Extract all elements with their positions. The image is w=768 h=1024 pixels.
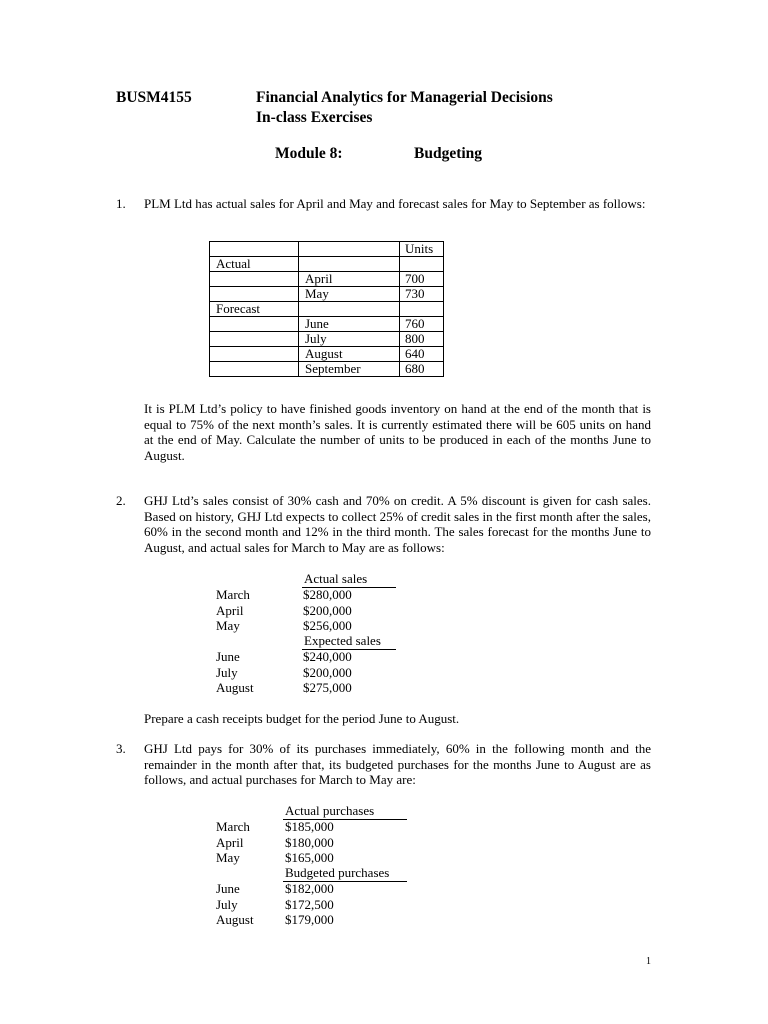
list-item: March $280,000 (216, 587, 352, 602)
expected-sales-list (216, 649, 352, 696)
list-item: June $182,000 (216, 881, 334, 896)
table-cell: April (299, 272, 400, 287)
table-cell (400, 257, 444, 272)
table-row (210, 332, 444, 347)
sales-units-table (209, 241, 444, 377)
expected-sales-heading: Expected sales (302, 633, 396, 650)
budgeted-purchases-heading: Budgeted purchases (283, 865, 407, 882)
table-cell: 800 (400, 332, 444, 347)
table-cell: July (299, 332, 400, 347)
question-2-task: Prepare a cash receipts budget for the period June to August. (144, 711, 460, 726)
table-row (210, 287, 444, 302)
list-item: May $256,000 (216, 618, 352, 633)
table-cell: Actual (210, 257, 299, 272)
table-cell: Forecast (210, 302, 299, 317)
list-item: July $172,500 (216, 896, 334, 912)
table-cell (210, 287, 299, 302)
actual-purchases-list (216, 819, 334, 866)
table-row (210, 347, 444, 362)
course-subtitle: In-class Exercises (256, 109, 373, 126)
table-cell: September (299, 362, 400, 377)
question-1-body: It is PLM Ltd’s policy to have finished goods inventory on hand at the end of the month that is equal to 75% of the next month’s sales. It is currently estimated there will be 605 units on hand at the end of May. Calculate the number of units to be produced in each of the months June to August. (144, 401, 651, 463)
table-cell (210, 242, 299, 257)
table-row (210, 257, 444, 272)
table-cell: June (299, 317, 400, 332)
actual-sales-heading: Actual sales (302, 571, 396, 588)
table-row (210, 302, 444, 317)
table-cell (299, 257, 400, 272)
table-row (210, 272, 444, 287)
table-cell: 760 (400, 317, 444, 332)
list-item: March $185,000 (216, 819, 334, 834)
table-row (210, 362, 444, 377)
question-1-number: 1. (116, 196, 126, 211)
table-cell (210, 272, 299, 287)
list-item: April $200,000 (216, 602, 352, 618)
actual-sales-list (216, 587, 352, 634)
actual-purchases-heading: Actual purchases (283, 803, 407, 820)
table-header-row (210, 242, 444, 257)
page-number: 1 (646, 956, 651, 967)
question-3-number: 3. (116, 741, 126, 756)
budgeted-purchases-list (216, 881, 334, 928)
table-cell (210, 362, 299, 377)
table-cell (299, 242, 400, 257)
list-item: April $180,000 (216, 834, 334, 850)
table-cell (210, 347, 299, 362)
table-cell (210, 317, 299, 332)
list-item: August $179,000 (216, 912, 334, 927)
list-item: June $240,000 (216, 649, 352, 664)
table-cell: 680 (400, 362, 444, 377)
list-item: July $200,000 (216, 664, 352, 680)
table-cell: 700 (400, 272, 444, 287)
table-row (210, 317, 444, 332)
table-cell: May (299, 287, 400, 302)
units-column-header: Units (400, 242, 444, 257)
question-2-intro: GHJ Ltd’s sales consist of 30% cash and 70% on credit. A 5% discount is given for cash sales. Based on history, GHJ Ltd expects to collect 25% of credit sales in the first month after the sales, 60% in the second month and 12% in the third month. The sales forecast for the months June to August, and actual sales for March to May are as follows: (144, 493, 651, 555)
question-2-number: 2. (116, 493, 126, 508)
table-cell: 730 (400, 287, 444, 302)
course-code: BUSM4155 (116, 89, 192, 106)
question-3-intro: GHJ Ltd pays for 30% of its purchases immediately, 60% in the following month and the remainder in the month after that, its budgeted purchases for the months June to August are as follows, and actual purchases for March to May are: (144, 741, 651, 788)
table-cell (210, 332, 299, 347)
table-cell (299, 302, 400, 317)
question-1-intro: PLM Ltd has actual sales for April and May and forecast sales for May to September as follows: (144, 196, 646, 211)
list-item: August $275,000 (216, 680, 352, 695)
table-cell: August (299, 347, 400, 362)
list-item: May $165,000 (216, 850, 334, 865)
course-title: Financial Analytics for Managerial Decisions (256, 89, 553, 106)
table-cell (400, 302, 444, 317)
table-cell: 640 (400, 347, 444, 362)
module-label: Module 8: (275, 145, 343, 162)
module-title: Budgeting (414, 145, 483, 162)
